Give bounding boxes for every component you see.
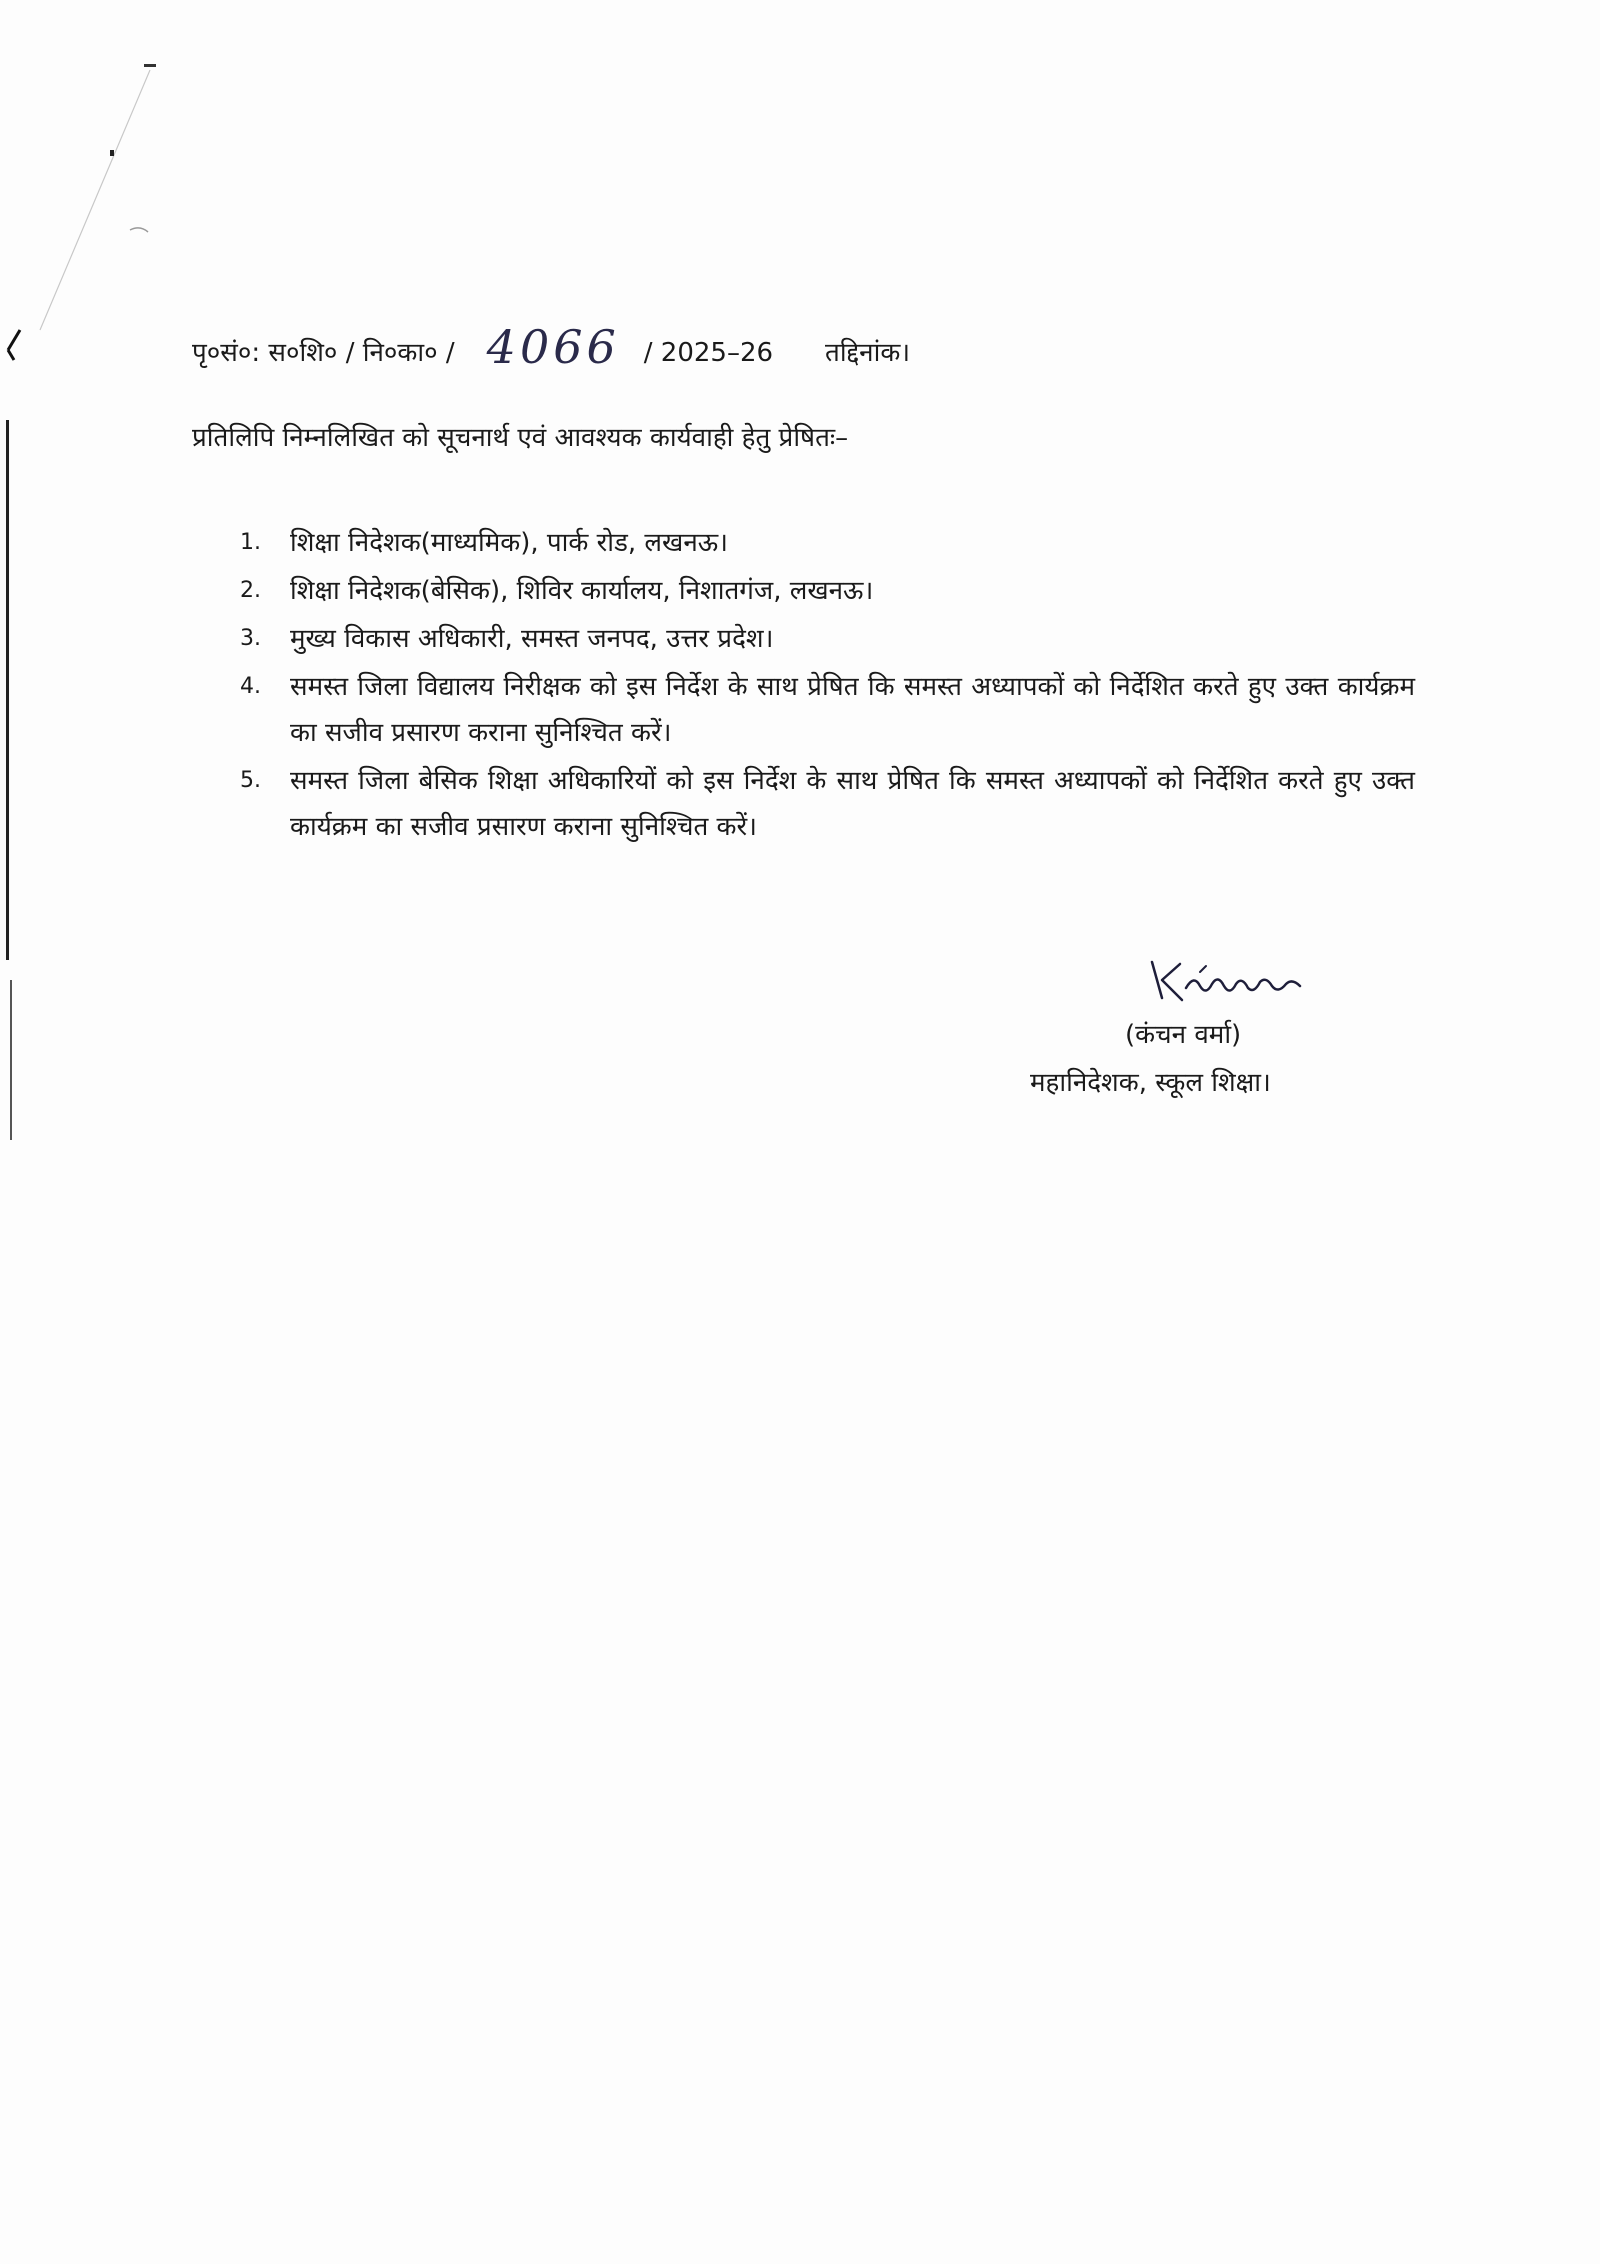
list-item [240, 616, 1415, 662]
scan-artifact-edge [6, 420, 9, 960]
reference-line [192, 318, 910, 372]
list-item-text: समस्त जिला बेसिक शिक्षा अधिकारियों को इस निर्देश के साथ प्रेषित कि समस्त अध्यापकों को निर्देशित करते हुए उक्त कार्यक्रम का सजीव प्रसारण कराना सुनिश्चित करें। [290, 766, 1415, 842]
list-item-number: 2. [240, 578, 261, 603]
list-item-number: 5. [240, 768, 261, 793]
handwritten-signature [1140, 950, 1340, 1020]
reference-date: तद्दिनांक। [825, 338, 911, 368]
list-item-text: मुख्य विकास अधिकारी, समस्त जनपद, उत्तर प्रदेश। [290, 624, 774, 654]
recipient-list [240, 520, 1415, 852]
list-item [240, 520, 1415, 566]
list-item-number: 3. [240, 626, 261, 651]
scan-artifact-dash [144, 64, 156, 67]
list-item-number: 4. [240, 674, 261, 699]
reference-year: / 2025–26 [643, 338, 774, 368]
scan-artifact-dot [110, 150, 114, 156]
reference-number-handwritten: 4066 [486, 320, 620, 374]
signatory-title: महानिदेशक, स्कूल शिक्षा। [1030, 1068, 1271, 1098]
list-item-number: 1. [240, 530, 261, 555]
scan-artifact-line [0, 0, 200, 400]
list-item-text: शिक्षा निदेशक(बेसिक), शिविर कार्यालय, निशातगंज, लखनऊ। [290, 576, 874, 606]
signatory-name: (कंचन वर्मा) [1125, 1020, 1242, 1050]
list-item [240, 664, 1415, 756]
scan-artifact-edge-lower [10, 980, 12, 1140]
list-item [240, 758, 1415, 850]
list-item [240, 568, 1415, 614]
copy-forwarded-heading: प्रतिलिपि निम्नलिखित को सूचनार्थ एवं आवश्यक कार्यवाही हेतु प्रेषितः– [192, 423, 849, 453]
list-item-text: शिक्षा निदेशक(माध्यमिक), पार्क रोड, लखनऊ। [290, 528, 729, 558]
list-item-text: समस्त जिला विद्यालय निरीक्षक को इस निर्देश के साथ प्रेषित कि समस्त अध्यापकों को निर्देशित करते हुए उक्त कार्यक्रम का सजीव प्रसारण कराना सुनिश्चित करें। [290, 672, 1415, 748]
reference-prefix: पृ०सं०: स०शि० / नि०का० / [192, 338, 455, 368]
